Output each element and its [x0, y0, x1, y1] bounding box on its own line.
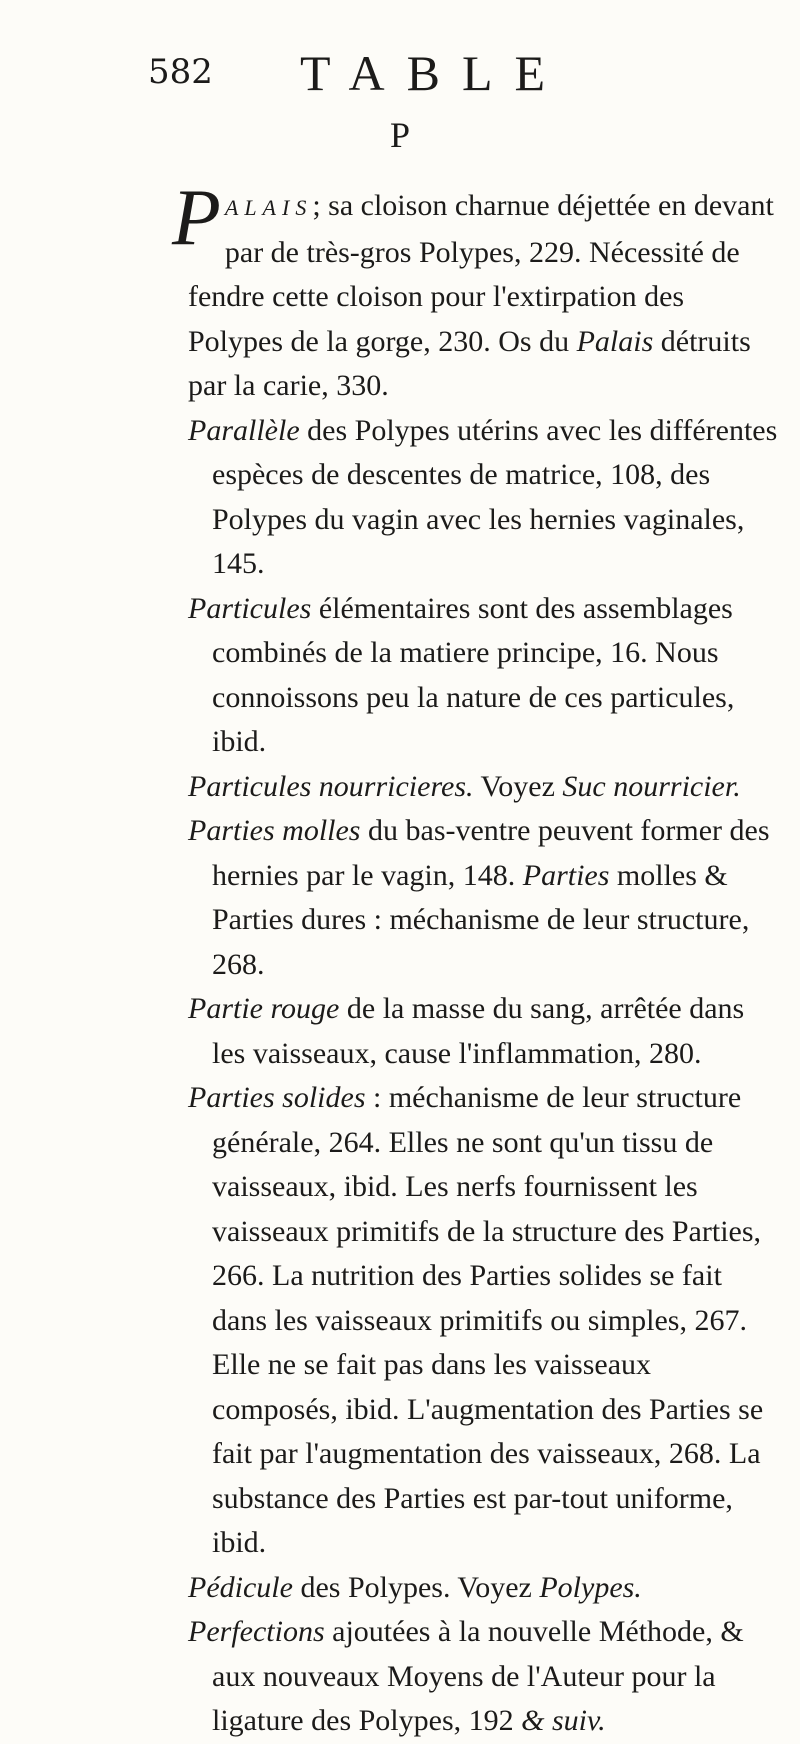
entry-text: du bas-ventre peuvent former des hernies par le vagin, 148. [212, 814, 770, 892]
index-entries [172, 174, 778, 1744]
index-entry [188, 587, 778, 765]
entry-keyword: ALAIS [224, 195, 313, 220]
index-entry [188, 765, 778, 810]
index-entry [172, 174, 778, 409]
entry-text-2: molles & Parties dures : méchanisme de leur structure, 268. [212, 858, 750, 981]
entry-keyword-2: Suc nourricier. [562, 769, 741, 803]
entry-text: : méchanisme de leur structure générale, 264. Elles ne sont qu'un tissu de vaisseaux, ibid. Les nerfs fournissent les vaisseaux primitifs de la structure des Parties, 266. La nutrition des Parties solides se fait dans les vaisseaux primitifs ou simples, 267. Elle ne se fait pas dans les vaisseaux composés, ibid. L'augmentation des Parties se fait par l'augmentation des vaisseaux, 268. La substance des Parties est par-tout uniforme, ibid. [212, 1081, 764, 1559]
entry-text-2: détruits par la carie, 330. [188, 324, 751, 402]
index-entry [188, 409, 778, 587]
page-number: 582 [148, 52, 213, 92]
index-entry [188, 1610, 778, 1744]
entry-text: des Polypes utérins avec les différentes espèces de descentes de matrice, 108, des Polypes du vagin avec les hernies vaginales, 145. [212, 413, 778, 580]
entry-text: élémentaires sont des assemblages combinés de la matiere principe, 16. Nous connoissons peu la nature de ces particules, ibid. [212, 591, 735, 758]
entry-keyword: Parallèle [188, 413, 300, 447]
page-header [0, 44, 800, 104]
entry-keyword: Pédicule [188, 1570, 293, 1604]
entry-text: de la masse du sang, arrêtée dans les vaisseaux, cause l'inflammation, 280. [212, 992, 745, 1070]
entry-text: ; sa cloison charnue déjettée en devant par de très-gros Polypes, 229. Nécessité de fendre cette cloison pour l'extirpation des Polypes de la gorge, 230. Os du [188, 189, 774, 358]
index-entry [188, 1076, 778, 1566]
entry-keyword: Parties molles [188, 814, 361, 847]
entry-keyword: Particules nourricieres. [188, 769, 474, 803]
entry-text: des Polypes. Voyez [292, 1570, 540, 1604]
running-title: TABLE [300, 45, 568, 101]
index-entry [188, 809, 778, 987]
entry-text: ajoutées à la nouvelle Méthode, & aux nouveaux Moyens de l'Auteur pour la ligature des Polypes, 192 [212, 1615, 744, 1737]
entry-keyword-2: Palais [576, 324, 654, 358]
entry-keyword: Partie rouge [188, 992, 340, 1025]
entry-keyword: Parties solides [188, 1081, 366, 1114]
index-entry [188, 987, 778, 1076]
entry-keyword-2: Polypes. [539, 1570, 642, 1604]
entry-keyword: Perfections [188, 1615, 325, 1648]
entry-keyword-2: & suiv. [521, 1704, 606, 1737]
entry-keyword-2: Parties [522, 858, 610, 892]
index-entry [188, 1566, 778, 1611]
entry-text: Voyez [473, 769, 563, 803]
drop-cap: P [172, 174, 221, 262]
entry-keyword: Particules [188, 591, 312, 625]
section-letter: P [389, 115, 411, 155]
